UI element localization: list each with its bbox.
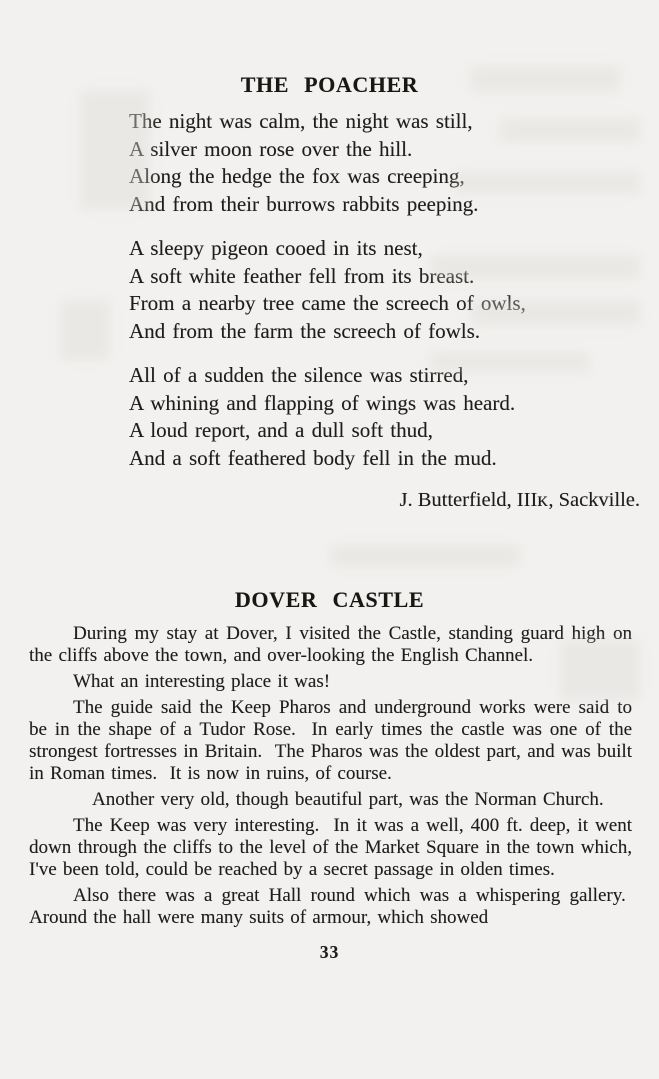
essay-paragraph: What an interesting place it was! — [73, 671, 331, 692]
poem-line: All of a sudden the silence was stirred, — [129, 363, 469, 387]
poem-title: THE POACHER — [240, 72, 419, 97]
poem-line: The night was calm, the night was still, — [129, 109, 473, 133]
essay-paragraph: Another very old, though beautiful part, was the Norman Church. — [92, 789, 604, 810]
poem-attribution: J. Butterfield, IIIᴋ, Sackville. — [399, 489, 640, 511]
scan-mottle — [60, 300, 110, 360]
essay-body — [0, 623, 659, 929]
poem-line: A whining and flapping of wings was heard. — [129, 390, 516, 415]
poem — [129, 108, 659, 472]
essay-paragraph: The Keep was very interesting. In it was a well, 400 ft. deep, it went down through the cliffs to the level of the Market Square in the town which, I've been told, could be reached by a secret passage in olden times. — [29, 815, 632, 880]
page-number: 33 — [319, 942, 340, 962]
poem-line: And from the farm the screech of fowls. — [129, 318, 481, 343]
scan-mottle — [330, 545, 520, 567]
essay-paragraph: The guide said the Keep Pharos and underground works were said to be in the shape of a Tudor Rose. In early times the castle was one of the strongest fortresses in Britain. The Pharos was the oldest part, and was built in Roman times. It is now in ruins, of course. — [29, 697, 632, 784]
poem-stanza — [129, 362, 659, 472]
essay-paragraph: During my stay at Dover, I visited the Castle, standing guard high on the cliffs above the town, and over-looking the English Channel. — [29, 623, 632, 666]
poem-line: A soft white feather fell from its breast. — [129, 263, 475, 288]
poem-stanza — [129, 108, 659, 218]
poem-line: And a soft feathered body fell in the mud. — [129, 445, 497, 470]
poem-line: Along the hedge the fox was creeping, — [129, 164, 465, 188]
poem-line: And from their burrows rabbits peeping. — [129, 191, 479, 216]
poem-line: A sleepy pigeon cooed in its nest, — [129, 236, 423, 260]
poem-line: A loud report, and a dull soft thud, — [129, 418, 433, 442]
poem-line: A silver moon rose over the hill. — [129, 136, 413, 161]
essay-paragraph: Also there was a great Hall round which was a whispering gallery. Around the hall were many suits of armour, which showed — [29, 885, 632, 928]
essay-title: DOVER CASTLE — [234, 587, 425, 612]
poem-line: From a nearby tree came the screech of owls, — [129, 291, 526, 315]
poem-stanza — [129, 235, 659, 345]
